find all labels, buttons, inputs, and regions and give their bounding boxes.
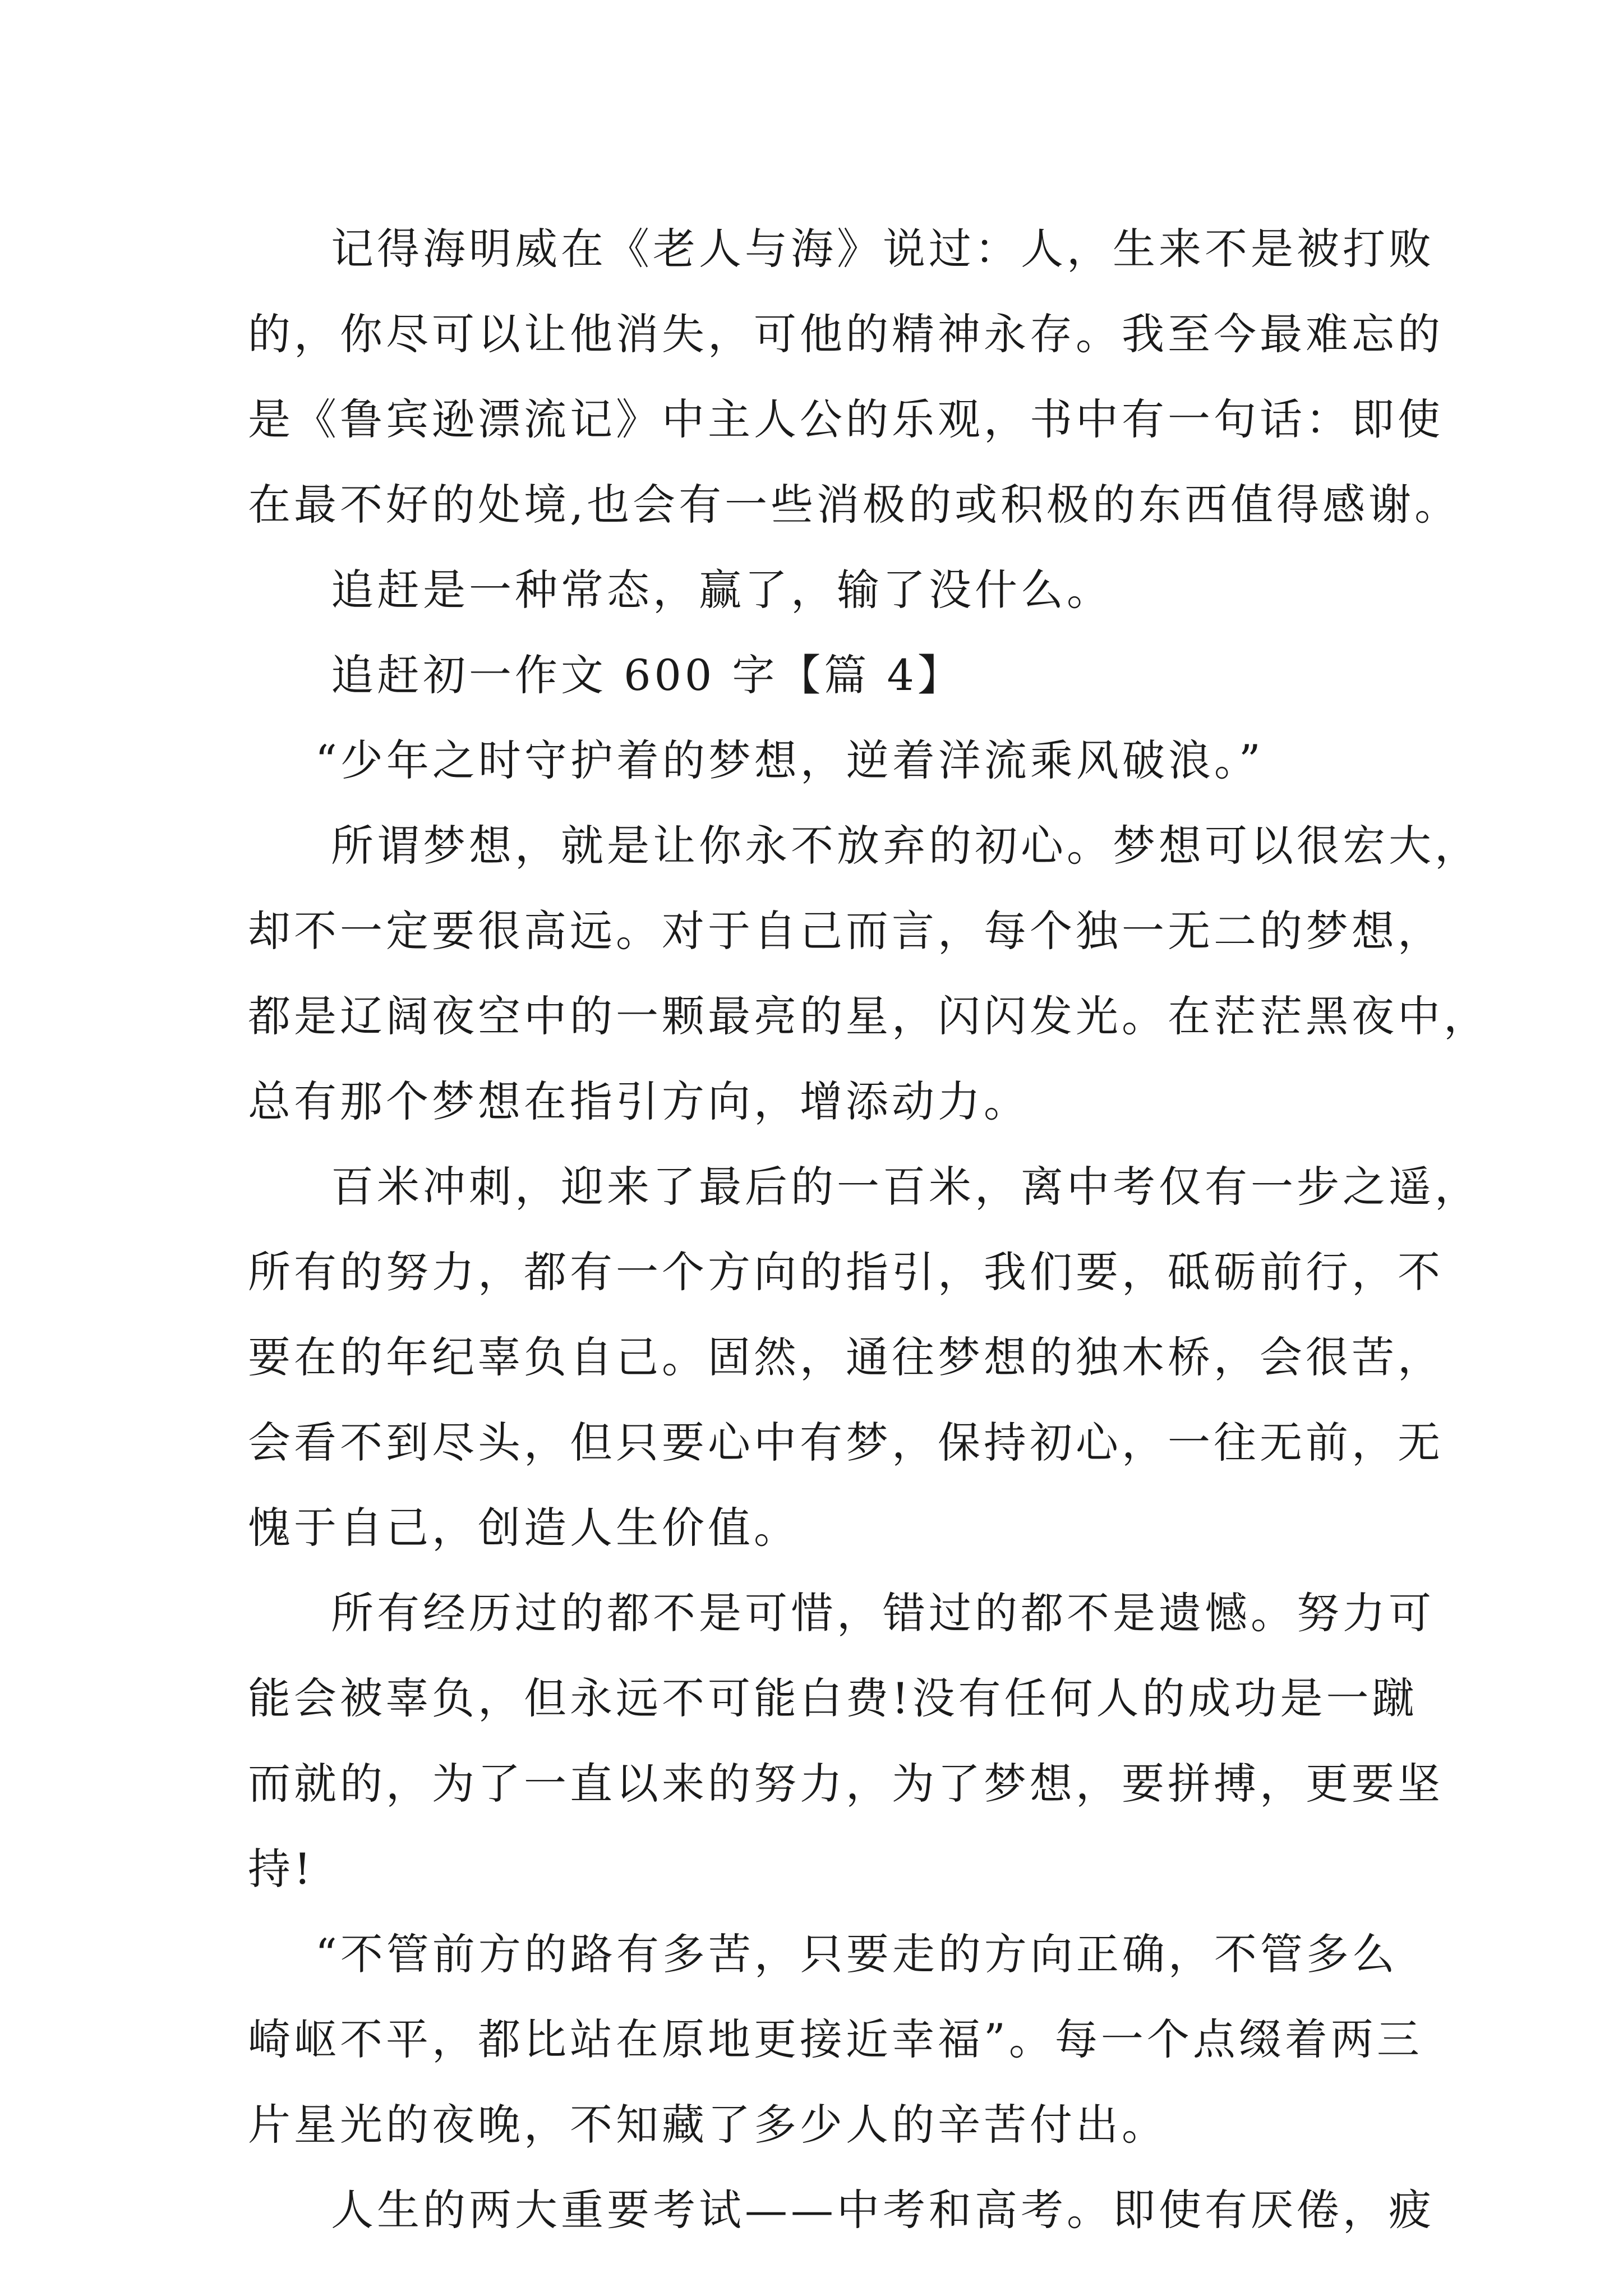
quote-line: “少年之时守护着的梦想，逆着洋流乘风破浪。” bbox=[315, 735, 1264, 785]
text-line: 总有那个梦想在指引方向，增添动力。 bbox=[248, 1076, 1030, 1126]
text-line: 持! bbox=[248, 1844, 315, 1894]
document-body bbox=[248, 206, 1490, 2253]
text-line: 是《鲁宾逊漂流记》中主人公的乐观，书中有一句话：即使 bbox=[248, 394, 1444, 444]
text-line: 愧于自己，创造人生价值。 bbox=[248, 1503, 800, 1553]
text-line: 在最不好的处境,也会有一些消极的或积极的东西值得感谢。 bbox=[248, 480, 1461, 530]
text-line: 百米冲刺，迎来了最后的一百米，离中考仅有一步之遥， bbox=[331, 1162, 1481, 1212]
text-line: 要在的年纪辜负自己。固然，通往梦想的独木桥，会很苦， bbox=[248, 1332, 1444, 1382]
text-line: 却不一定要很高远。对于自己而言，每个独一无二的梦想， bbox=[248, 906, 1444, 956]
text-line: 的，你尽可以让他消失，可他的精神永存。我至今最难忘的 bbox=[248, 309, 1444, 359]
text-line: 所有的努力，都有一个方向的指引，我们要，砥砺前行，不 bbox=[248, 1247, 1444, 1297]
text-line: 所有经历过的都不是可惜，错过的都不是遗憾。努力可 bbox=[331, 1588, 1435, 1638]
text-line: 记得海明威在《老人与海》说过：人，生来不是被打败 bbox=[331, 224, 1435, 274]
text-line: 会看不到尽头，但只要心中有梦，保持初心，一往无前，无 bbox=[248, 1418, 1444, 1467]
text-line: 崎岖不平，都比站在原地更接近幸福”。每一个点缀着两三 bbox=[248, 2014, 1423, 2064]
section-heading: 追赶初一作文 600 字【篇 4】 bbox=[331, 650, 963, 700]
text-line: 能会被辜负，但永远不可能白费!没有任何人的成功是一蹴 bbox=[248, 1673, 1418, 1723]
text-line: 都是辽阔夜空中的一颗最亮的星，闪闪发光。在茫茫黑夜中， bbox=[248, 991, 1490, 1041]
quote-line: “不管前方的路有多苦，只要走的方向正确，不管多么 bbox=[315, 1929, 1398, 1979]
text-line: 片星光的夜晚，不知藏了多少人的辛苦付出。 bbox=[248, 2100, 1168, 2150]
text-line: 所谓梦想，就是让你永不放弃的初心。梦想可以很宏大， bbox=[331, 821, 1481, 871]
text-line: 人生的两大重要考试——中考和高考。即使有厌倦，疲 bbox=[331, 2185, 1435, 2235]
text-line: 而就的，为了一直以来的努力，为了梦想，要拼搏，更要坚 bbox=[248, 1759, 1444, 1809]
text-line: 追赶是一种常态，赢了，输了没什么。 bbox=[331, 565, 1113, 615]
